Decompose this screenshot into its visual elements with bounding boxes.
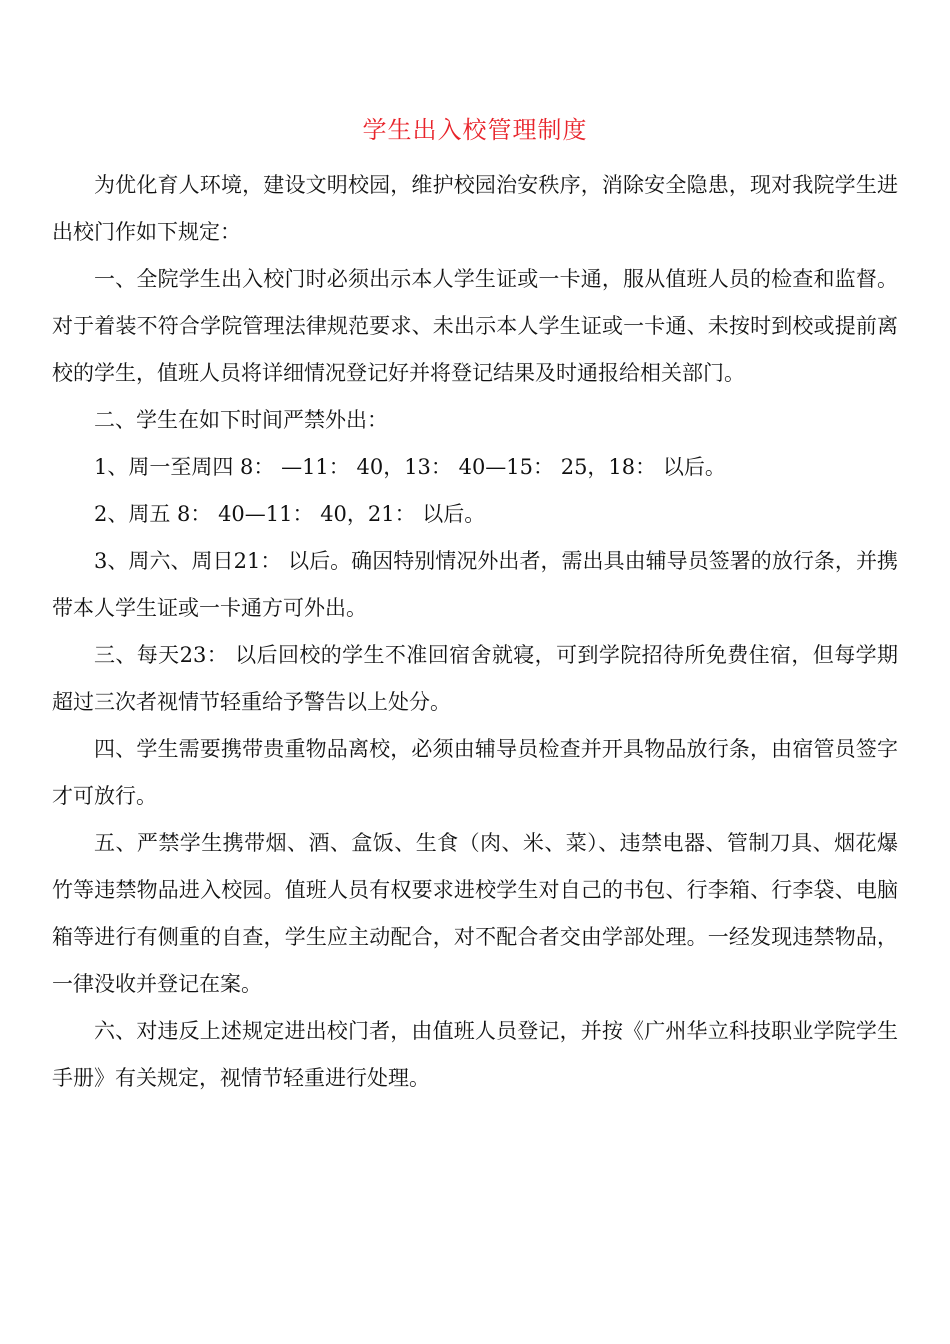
- paragraph-rule-5: 五、严禁学生携带烟、酒、盒饭、生食（肉、米、菜）、违禁电器、管制刀具、烟花爆竹等违禁物品进入校园。值班人员有权要求进校学生对自己的书包、行李箱、行李袋、电脑箱等进行有侧重的自查，学生应主动配合，对不配合者交由学部处理。一经发现违禁物品，一律没收并登记在案。: [52, 831, 898, 996]
- paragraph-rule-6: 六、对违反上述规定进出校门者，由值班人员登记，并按《广州华立科技职业学院学生手册》有关规定，视情节轻重进行处理。: [52, 1019, 898, 1090]
- paragraph-rule-2-item-2: 2、周五 8： 40—11： 40，21： 以后。: [94, 502, 486, 526]
- document-title: 学生出入校管理制度: [362, 116, 588, 144]
- paragraph-rule-2-item-3: 3、周六、周日21： 以后。确因特别情况外出者，需出具由辅导员签署的放行条，并携带本人学生证或一卡通方可外出。: [52, 549, 898, 620]
- paragraph-rule-2-item-1: 1、周一至周四 8： —11： 40，13： 40—15： 25，18： 以后。: [94, 455, 726, 479]
- document-body: [52, 162, 898, 1102]
- paragraph-rule-3: 三、每天23： 以后回校的学生不准回宿舍就寝，可到学院招待所免费住宿，但每学期超过三次者视情节轻重给予警告以上处分。: [52, 643, 898, 714]
- paragraph-rule-4: 四、学生需要携带贵重物品离校，必须由辅导员检查并开具物品放行条，由宿管员签字才可放行。: [52, 737, 898, 808]
- paragraph-rule-1: 一、全院学生出入校门时必须出示本人学生证或一卡通，服从值班人员的检查和监督。对于着装不符合学院管理法律规范要求、未出示本人学生证或一卡通、未按时到校或提前离校的学生，值班人员将详细情况登记好并将登记结果及时通报给相关部门。: [52, 267, 898, 385]
- paragraph-rule-2: 二、学生在如下时间严禁外出：: [94, 408, 388, 432]
- paragraph-intro: 为优化育人环境，建设文明校园，维护校园治安秩序，消除安全隐患，现对我院学生进出校门作如下规定：: [52, 173, 898, 244]
